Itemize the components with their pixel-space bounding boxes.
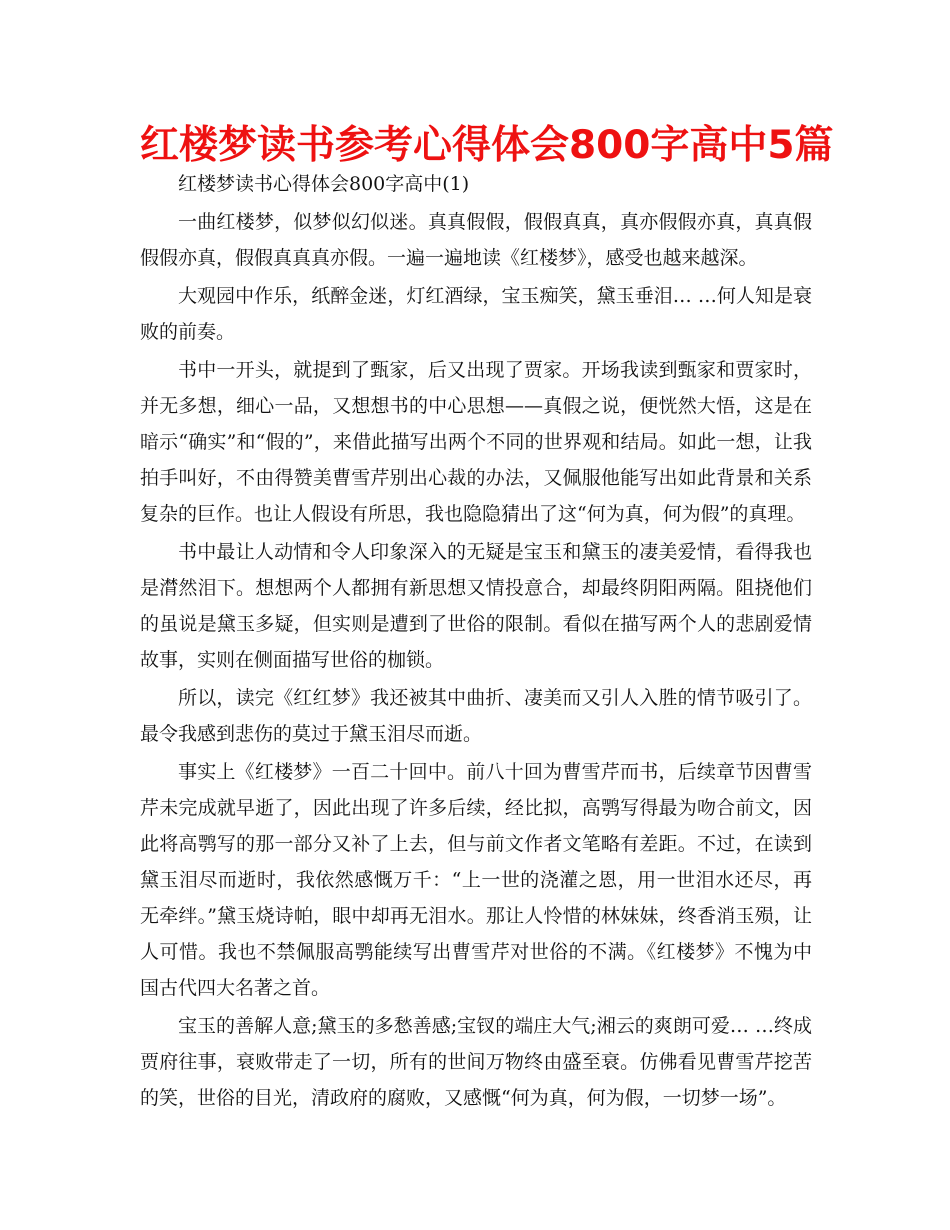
paragraph-5: 所以，读完《红红梦》我还被其中曲折、凄美而又引人入胜的情节吸引了。最令我感到悲伤的莫过于黛玉泪尽而逝。: [140, 687, 812, 745]
paragraph-4: 书中最让人动情和令人印象深入的无疑是宝玉和黛玉的凄美爱情，看得我也是潸然泪下。想想两个人都拥有新思想又情投意合，却最终阴阳两隔。阻挠他们的虽说是黛玉多疑，但实则是遭到了世俗的限制。看似在描写两个人的悲剧爱情故事，实则在侧面描写世俗的枷锁。: [140, 541, 812, 671]
document-body: [140, 166, 812, 1116]
paragraph-7: 宝玉的善解人意;黛玉的多愁善感;宝钗的端庄大气;湘云的爽朗可爱… …终成贾府往事，衰败带走了一切，所有的世间万物终由盛至衰。仿佛看见曹雪芹挖苦的笑，世俗的目光，清政府的腐败，又感慨“何为真，何为假，一切梦一场”。: [140, 1015, 812, 1109]
section-heading: 红楼梦读书心得体会800字高中(1): [178, 173, 470, 195]
paragraph-6: 事实上《红楼梦》一百二十回中。前八十回为曹雪芹而书，后续章节因曹雪芹未完成就早逝了，因此出现了许多后续，经比拟，高鹗写得最为吻合前文，因此将高鹗写的那一部分又补了上去，但与前文作者文笔略有差距。不过，在读到黛玉泪尽而逝时，我依然感慨万千：“上一世的浇灌之恩，用一世泪水还尽，再无牵绊。”黛玉烧诗帕，眼中却再无泪水。那让人怜惜的林妹妹，终香消玉殒，让人可惜。我也不禁佩服高鹗能续写出曹雪芹对世俗的不满。《红楼梦》不愧为中国古代四大名著之首。: [140, 761, 812, 999]
paragraph-3: 书中一开头，就提到了甄家，后又出现了贾家。开场我读到甄家和贾家时，并无多想，细心一品，又想想书的中心思想——真假之说，便恍然大悟，这是在暗示“确实”和“假的”，来借此描写出两个不同的世界观和结局。如此一想，让我拍手叫好，不由得赞美曹雪芹别出心裁的办法，又佩服他能写出如此背景和关系复杂的巨作。也让人假设有所思，我也隐隐猜出了这“何为真，何为假”的真理。: [140, 359, 812, 525]
document-title: 红楼梦读书参考心得体会800字高中5篇: [140, 123, 834, 168]
paragraph-2: 大观园中作乐，纸醉金迷，灯红酒绿，宝玉痴笑，黛玉垂泪… …何人知是衰败的前奏。: [140, 285, 812, 343]
paragraph-1: 一曲红楼梦，似梦似幻似迷。真真假假，假假真真，真亦假假亦真，真真假假假亦真，假假真真真亦假。一遍一遍地读《红楼梦》，感受也越来越深。: [140, 211, 812, 269]
